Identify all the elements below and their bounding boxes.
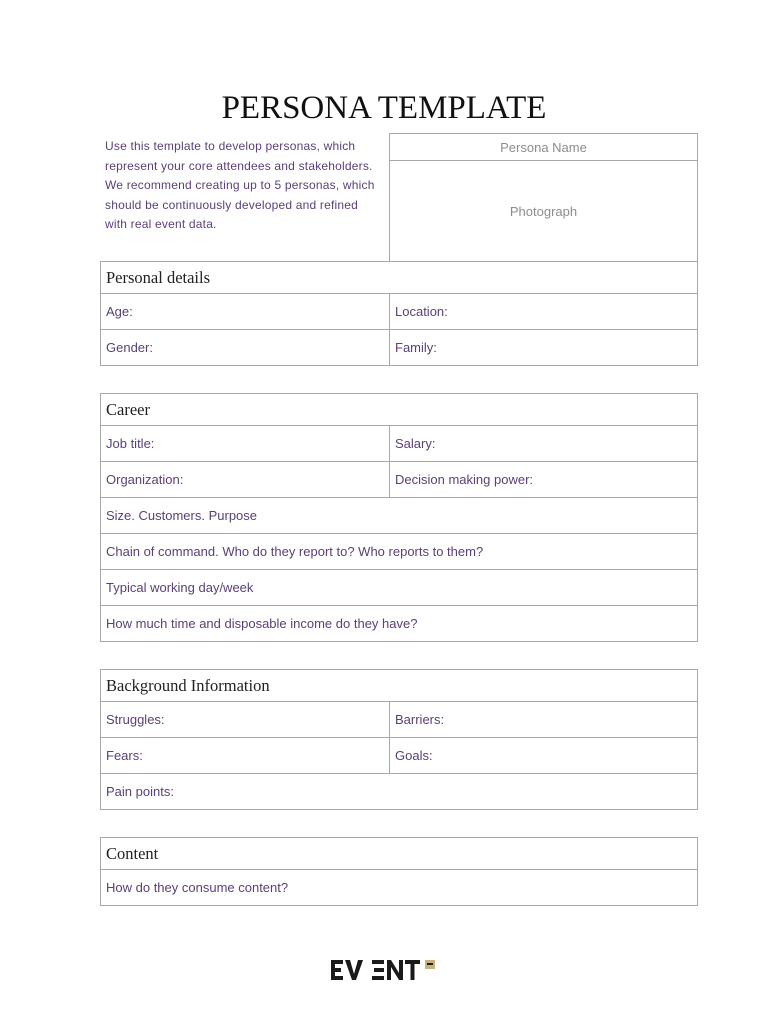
salary-field[interactable]: Salary:	[389, 425, 698, 462]
personal-details-heading: Personal details	[100, 261, 698, 294]
gender-field[interactable]: Gender:	[100, 329, 390, 366]
intro-text: Use this template to develop personas, which represent your core attendees and stakeholders. We recommend creating up to 5 personas, which should be continuously developed and refined with real event data.	[105, 139, 375, 232]
photograph-placeholder[interactable]: Photograph	[389, 160, 698, 262]
job-title-field[interactable]: Job title:	[100, 425, 390, 462]
chain-of-command-field[interactable]: Chain of command. Who do they report to? Who reports to them?	[100, 533, 698, 570]
location-field[interactable]: Location:	[389, 293, 698, 330]
age-field[interactable]: Age:	[100, 293, 390, 330]
background-heading: Background Information	[100, 669, 698, 702]
persona-name-field[interactable]: Persona Name	[389, 133, 698, 161]
organization-field[interactable]: Organization:	[100, 461, 390, 498]
struggles-field[interactable]: Struggles:	[100, 701, 390, 738]
size-customers-field[interactable]: Size. Customers. Purpose	[100, 497, 698, 534]
event-logo	[330, 957, 440, 983]
barriers-field[interactable]: Barriers:	[389, 701, 698, 738]
fears-field[interactable]: Fears:	[100, 737, 390, 774]
page-title: PERSONA TEMPLATE	[221, 90, 547, 126]
content-heading: Content	[100, 837, 698, 870]
family-field[interactable]: Family:	[389, 329, 698, 366]
time-income-field[interactable]: How much time and disposable income do they have?	[100, 605, 698, 642]
typical-working-day-field[interactable]: Typical working day/week	[100, 569, 698, 606]
decision-making-field[interactable]: Decision making power:	[389, 461, 698, 498]
goals-field[interactable]: Goals:	[389, 737, 698, 774]
consume-content-field[interactable]: How do they consume content?	[100, 869, 698, 906]
pain-points-field[interactable]: Pain points:	[100, 773, 698, 810]
career-heading: Career	[100, 393, 698, 426]
